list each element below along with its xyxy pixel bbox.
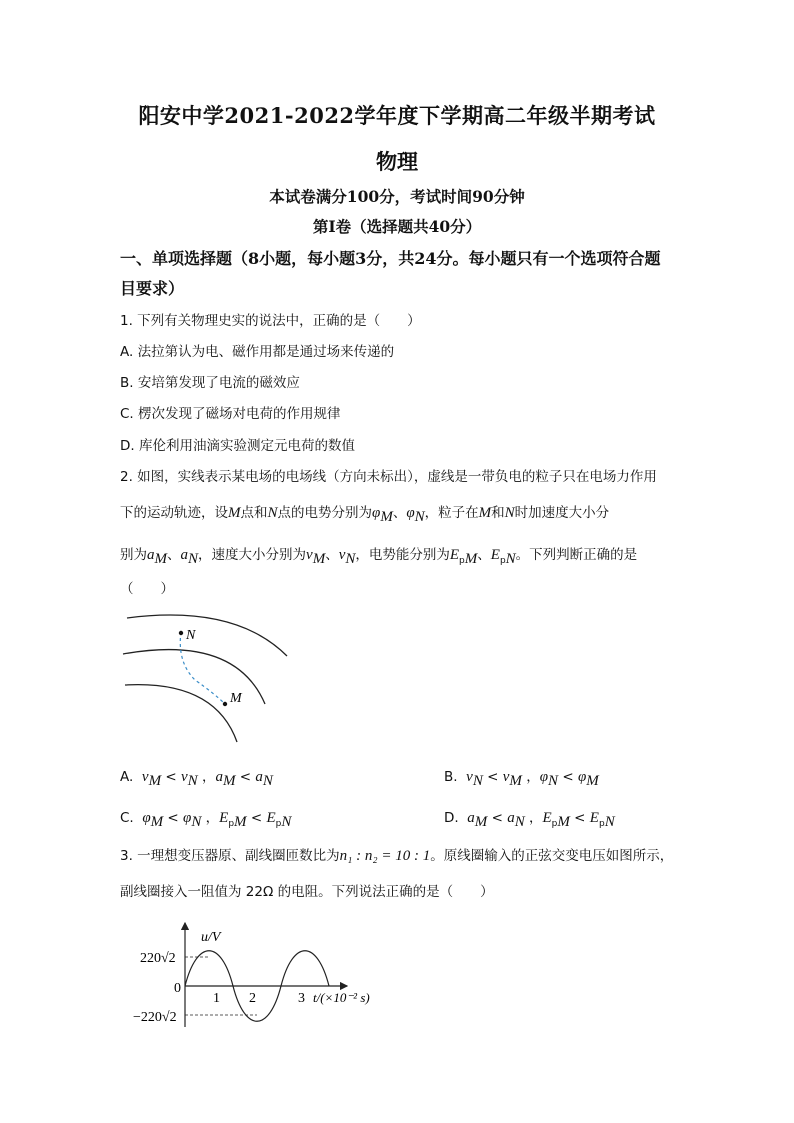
point-n xyxy=(179,631,183,635)
q3-line1: 3. 一理想变压器原、副线圈匝数比为n₁ : n₂ = 10 : 1。原线圈输入的正弦交变电压如图所示， xyxy=(120,848,674,864)
q2-option-d: D. $a_M < a_N$ ，$E_{pM} < E_{pN}$ xyxy=(444,810,615,830)
q2-line3: 别为$a_M$、$a_N$，速度大小分别为$v_M$、$v_N$，电势能分别为$E_{pM}$、$E_{pN}$。下列判断正确的是 xyxy=(120,547,638,567)
point-m xyxy=(223,702,227,706)
q1-stem: 1. 下列有关物理史实的说法中，正确的是（ ） xyxy=(120,313,421,329)
y-axis-label: u/V xyxy=(201,930,221,945)
exam-info: 本试卷满分100分，考试时间90分钟 xyxy=(269,187,525,206)
electric-field-diagram xyxy=(115,610,305,750)
exam-title: 阳安中学2021-2022学年度下学期高二年级半期考试 xyxy=(138,103,656,128)
voltage-graph xyxy=(125,915,395,1035)
field-line-3 xyxy=(125,685,237,742)
q1-option-a: A. 法拉第认为电、磁作用都是通过场来传递的 xyxy=(120,344,395,360)
part-title: 第Ⅰ卷（选择题共40分） xyxy=(312,217,482,236)
origin-label: 0 xyxy=(174,981,181,996)
y-tick-negative: −220√2 xyxy=(133,1010,177,1025)
q3-line2: 副线圈接入一阻值为 22Ω 的电阻。下列说法正确的是（ ） xyxy=(120,884,494,900)
q2-option-a: A. $v_M < v_N$ ，$a_M < a_N$ xyxy=(120,769,273,789)
section-heading-line1: 一、单项选择题（8小题，每小题3分，共24分。每小题只有一个选项符合题 xyxy=(120,249,661,268)
q1-option-b: B. 安培第发现了电流的磁效应 xyxy=(120,375,300,391)
q2-line2: 下的运动轨迹，设M点和N点的电势分别为$\varphi_M$、$\varphi_N$，粒子在M和N时加速度大小分 xyxy=(120,505,610,525)
label-n: N xyxy=(186,628,196,643)
subject-title: 物理 xyxy=(376,149,418,174)
q2-line4: （ ） xyxy=(120,581,174,597)
label-m: M xyxy=(230,691,242,706)
field-line-2 xyxy=(123,650,265,704)
y-tick-positive: 220√2 xyxy=(140,951,176,966)
q2-option-c: C. $\varphi_M < \varphi_N$ ，$E_{pM} < E_{pN}$ xyxy=(120,810,292,830)
x-tick-1: 1 xyxy=(213,991,220,1006)
q1-option-c: C. 楞次发现了磁场对电荷的作用规律 xyxy=(120,406,341,422)
q1-option-d: D. 库伦利用油滴实验测定元电荷的数值 xyxy=(120,438,355,454)
q2-option-b: B. $v_N < v_M$ ，$\varphi_N < \varphi_M$ xyxy=(444,769,599,789)
q2-line1: 2. 如图，实线表示某电场的电场线（方向未标出），虚线是一带负电的粒子只在电场力作用 xyxy=(120,469,657,485)
x-axis-label: t/(×10⁻² s) xyxy=(313,990,370,1005)
x-tick-2: 2 xyxy=(249,991,256,1006)
x-tick-3: 3 xyxy=(298,991,305,1006)
section-heading-line2: 目要求） xyxy=(120,279,185,298)
